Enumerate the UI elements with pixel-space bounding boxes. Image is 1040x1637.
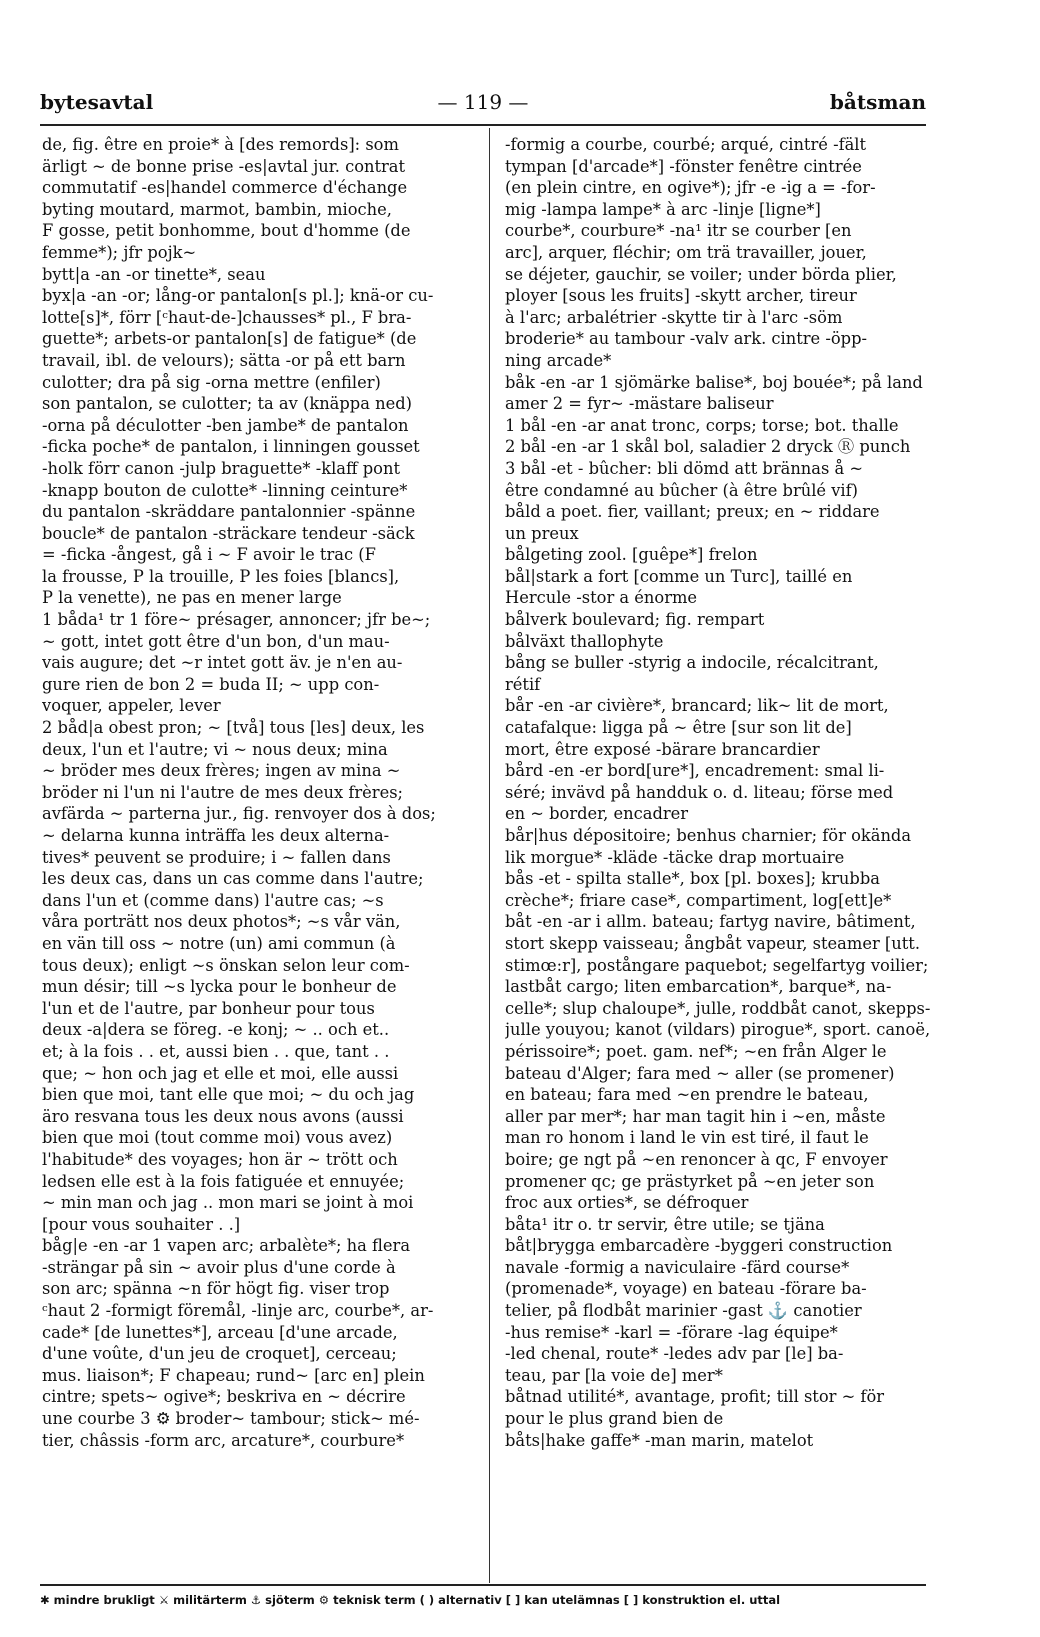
dictionary-line: ~ gott, intet gott être d'un bon, d'un mau- [42,631,390,651]
dictionary-line: son pantalon, se culotter; ta av (knäppa ned) [42,394,413,414]
dictionary-line: bålgeting zool. [guêpe*] frelon [505,545,758,565]
dictionary-line: stimœ:r], postångare paquebot; segelfartyg voilier; [505,955,929,975]
dictionary-line: cade* [de lunettes*], arceau [d'une arcade, [42,1322,398,1342]
dictionary-line: bien que moi, tant elle que moi; ~ du och jag [42,1085,415,1105]
dictionary-line: bår -en -ar civière*, brancard; lik~ lit de mort, [505,696,889,716]
dictionary-line: boucle* de pantalon -sträckare tendeur -säck [42,523,415,543]
dictionary-line: que; ~ hon och jag et elle et moi, elle aussi [42,1063,399,1083]
dictionary-line: en ~ border, encadrer [505,804,689,824]
dictionary-line: à l'arc; arbalétrier -skytte tir à l'arc -söm [505,307,843,327]
dictionary-line: la frousse, P la trouille, P les foies [blancs], [42,566,400,586]
dictionary-line: -strängar på sin ~ avoir plus d'une corde à [42,1257,396,1277]
dictionary-line: être condamné au bûcher (à être brûlé vif) [505,480,859,500]
dictionary-line: et; à la fois . . et, aussi bien . . que, tant . . [42,1041,390,1061]
dictionary-line: tympan [d'arcade*] -fönster fenêtre cintrée [505,156,862,176]
dictionary-line: (promenade*, voyage) en bateau -förare ba- [505,1279,867,1299]
dictionary-line: F gosse, petit bonhomme, bout d'homme (de [42,221,411,241]
dictionary-line: -ficka poche* de pantalon, i linningen gousset [42,437,420,457]
dictionary-line: rétif [505,674,541,694]
header-rule [40,124,926,126]
dictionary-line: broderie* au tambour -valv ark. cintre -öpp- [505,329,868,349]
dictionary-line: en bateau; fara med ~en prendre le bateau, [505,1085,869,1105]
dictionary-line: un preux [505,523,579,543]
dictionary-line: de, fig. être en proie* à [des remords]: som [42,135,399,154]
dictionary-line: mun désir; till ~s lycka pour le bonheur de [42,977,397,997]
dictionary-line: pour le plus grand bien de [505,1409,724,1429]
dictionary-line: bröder ni l'un ni l'autre de mes deux frères; [42,782,404,802]
dictionary-line: commutatif -es|handel commerce d'échange [42,178,408,198]
dictionary-line: båld a poet. fier, vaillant; preux; en ~ riddare [505,502,880,522]
dictionary-line: mig -lampa lampe* à arc -linje [ligne*] [505,199,821,219]
dictionary-line: celle*; slup chaloupe*, julle, roddbåt canot, skepps- [505,998,931,1018]
dictionary-line: ning arcade* [505,350,612,370]
dictionary-line: deux, l'un et l'autre; vi ~ nous deux; mina [42,739,388,759]
dictionary-line: bålväxt thallophyte [505,631,664,651]
dictionary-line: bien que moi (tout comme moi) vous avez) [42,1128,393,1148]
dictionary-line: arc], arquer, fléchir; om trä travailler, jouer, [505,242,867,262]
dictionary-line: vais augure; det ~r intet gott äv. je n'en au- [42,653,403,673]
dictionary-line: bålverk boulevard; fig. rempart [505,610,765,630]
page-header [40,90,926,122]
dictionary-line: båk -en -ar 1 sjömärke balise*, boj bouée*; på land [505,372,923,392]
dictionary-line: l'un et de l'autre, par bonheur pour tous [42,998,375,1018]
dictionary-line: äro resvana tous les deux nous avons (aussi [42,1106,404,1126]
dictionary-line: cintre; spets~ ogive*; beskriva en ~ décrire [42,1387,406,1407]
dictionary-line: amer 2 = fyr~ -mästare baliseur [505,394,774,414]
dictionary-line: ᶜhaut 2 -formigt föremål, -linje arc, courbe*, ar- [42,1301,434,1321]
dictionary-line: guette*; arbets-or pantalon[s] de fatigue* (de [42,329,417,349]
left-running-headword: bytesavtal [40,90,154,114]
dictionary-line: -knapp bouton de culotte* -linning ceinture* [42,480,408,500]
dictionary-line: lastbåt cargo; liten embarcation*, barque*, na- [505,977,892,997]
dictionary-line: lik morgue* -kläde -täcke drap mortuaire [505,847,845,867]
dictionary-line: -formig a courbe, courbé; arqué, cintré -fält [505,135,867,154]
dictionary-line: våra porträtt nos deux photos*; ~s vår vän, [42,912,401,932]
dictionary-line: ployer [sous les fruits] -skytt archer, tireur [505,286,857,306]
dictionary-line: man ro honom i land le vin est tiré, il faut le [505,1128,869,1148]
dictionary-line: courbe*, courbure* -na¹ itr se courber [en [505,221,852,241]
dictionary-line: -orna på déculotter -ben jambe* de pantalon [42,415,409,435]
dictionary-line: voquer, appeler, lever [42,696,221,716]
dictionary-line: -led chenal, route* -ledes adv par [le] ba- [505,1344,844,1364]
dictionary-line: teau, par [la voie de] mer* [505,1365,723,1385]
dictionary-line: mort, être exposé -bärare brancardier [505,739,820,759]
dictionary-line: 1 båda¹ tr 1 förе~ présager, annoncer; jfr be~; [42,610,431,630]
dictionary-line: crèche*; friare case*, compartiment, log[ett]e* [505,890,892,910]
dictionary-line: tous deux); enligt ~s önskan selon leur com- [42,955,410,975]
dictionary-line: avfärda ~ parterna jur., fig. renvoyer dos à dos; [42,804,436,824]
dictionary-line: périssoire*; poet. gam. nef*; ~en från Alger le [505,1041,887,1061]
dictionary-line: bård -en -er bord[ure*], encadrement: smal li- [505,761,885,781]
dictionary-line: P la venette), ne pas en mener large [42,588,342,608]
dictionary-line: catafalque: ligga på ~ être [sur son lit de] [505,718,852,738]
column-divider [489,128,490,1583]
dictionary-line: d'une voûte, d'un jeu de croquet], cerceau; [42,1344,397,1364]
dictionary-line: froc aux orties*, se défroquer [505,1193,749,1213]
dictionary-line: une courbe 3 ⚙ broder~ tambour; stick~ mé- [42,1409,420,1429]
footer-rule [40,1584,926,1586]
dictionary-line: l'habitude* des voyages; hon är ~ trött och [42,1149,398,1169]
dictionary-line: navale -formig a naviculaire -färd course* [505,1257,850,1277]
dictionary-line: stort skepp vaisseau; ångbåt vapeur, steamer [utt. [505,933,921,953]
dictionary-line: ledsen elle est à la fois fatiguée et ennuyée; [42,1171,405,1191]
dictionary-line: telier, på flodbåt marinier -gast ⚓ canotier [505,1301,862,1321]
dictionary-line: båg|e -en -ar 1 vapen arc; arbalète*; ha flera [42,1236,411,1256]
dictionary-line: son arc; spänna ~n för högt fig. viser trop [42,1279,390,1299]
dictionary-line: lotte[s]*, förr [ᶜhaut-de-]chausses* pl., F bra- [42,307,412,327]
dictionary-line: bår|hus dépositoire; benhus charnier; för okända [505,826,912,845]
dictionary-line: Hercule -stor a énorme [505,588,698,608]
dictionary-line: du pantalon -skräddare pantalonnier -spänne [42,502,416,522]
dictionary-line: 2 båd|a obest pron; ~ [två] tous [les] deux, les [42,718,425,738]
dictionary-line: ~ min man och jag .. mon mari se joint à moi [42,1193,414,1213]
dictionary-line: båta¹ itr o. tr servir, être utile; se tjäna [505,1214,825,1234]
dictionary-line: tives* peuvent se produire; i ~ fallen dans [42,847,391,867]
dictionary-line: (en plein cintre, en ogive*); jfr -e -ig a = -for- [505,178,876,198]
page-number: — 119 — [437,90,529,114]
dictionary-line: culotter; dra på sig -orna mettre (enfiler) [42,372,381,392]
dictionary-line: boire; ge ngt på ~en renoncer à qc, F envoyer [505,1149,888,1169]
dictionary-line: bytt|a -an -or tinette*, seau [42,264,266,284]
right-running-headword: båtsman [829,90,926,114]
left-column [42,134,474,1574]
dictionary-line: bås -et - spilta stalle*, box [pl. boxes]; krubba [505,869,880,889]
dictionary-line: 3 bål -et - bûcher: bli dömd att brännas å ~ [505,458,864,478]
dictionary-line: byx|a -an -or; lång-or pantalon[s pl.]; knä-or cu- [42,286,434,306]
dictionary-line: 1 bål -en -ar anat tronc, corps; torse; bot. thalle [505,415,899,435]
dictionary-line: byting moutard, marmot, bambin, mioche, [42,199,392,219]
dictionary-line: femme*); jfr pojk~ [42,242,197,262]
dictionary-line: travail, ibl. de velours); sätta -or på ett barn [42,350,406,370]
right-column [505,134,931,1574]
dictionary-line: båt -en -ar i allm. bateau; fartyg navire, bâtiment, [505,912,916,932]
dictionary-line: aller par mer*; har man tagit hin i ~en, måste [505,1106,886,1126]
dictionary-line: = -ficka -ångest, gå i ~ F avoir le trac (F [42,545,376,565]
dictionary-line: dans l'un et (comme dans) l'autre cas; ~s [42,890,384,910]
abbreviation-legend: ✱ mindre brukligt ⚔ militärterm ⚓ sjöterm ⚙ teknisk term ( ) alternativ [ ] kan utelämnas [ ] konstruktion el. uttal [40,1593,781,1607]
dictionary-line: promener qc; ge prästyrket på ~en jeter son [505,1171,875,1191]
dictionary-line: bateau d'Alger; fara med ~ aller (se promener) [505,1063,895,1083]
dictionary-line: en vän till oss ~ notre (un) ami commun (à [42,933,396,953]
dictionary-line: 2 bål -en -ar 1 skål bol, saladier 2 dryck Ⓡ punch [505,437,911,457]
dictionary-line: les deux cas, dans un cas comme dans l'autre; [42,869,424,889]
dictionary-line: [pour vous souhaiter . .] [42,1214,241,1234]
dictionary-line: gure rien de bon 2 = buda II; ~ upp con- [42,674,380,694]
dictionary-line: deux -a|dera se föreg. -e konj; ~ .. och et.. [42,1020,390,1040]
dictionary-line: -hus remise* -karl = -förare -lag équipe* [505,1322,838,1342]
dictionary-line: tier, châssis -form arc, arcature*, courbure* [42,1430,405,1450]
dictionary-line: ~ delarna kunna inträffa les deux alterna- [42,826,390,845]
dictionary-line: bång se buller -styrig a indocile, récalcitrant, [505,653,879,673]
dictionary-line: se déjeter, gauchir, se voiler; under börda plier, [505,264,897,284]
dictionary-line: ärligt ~ de bonne prise -es|avtal jur. contrat [42,156,406,176]
dictionary-line: båt|brygga embarcadère -byggeri construction [505,1236,893,1256]
dictionary-line: julle youyou; kanot (vildars) pirogue*, sport. canoë, [505,1020,931,1040]
dictionary-line: -holk förr canon -julp braguette* -klaff pont [42,458,400,478]
dictionary-line: båts|hake gaffe* -man marin, matelot [505,1430,814,1450]
dictionary-line: mus. liaison*; F chapeau; rund~ [arc en] plein [42,1365,425,1385]
dictionary-line: séré; invävd på handduk o. d. liteau; förse med [505,782,894,802]
dictionary-line: bål|stark a fort [comme un Turc], taillé en [505,566,853,586]
dictionary-line: båtnad utilité*, avantage, profit; till stor ~ för [505,1387,885,1407]
dictionary-line: ~ bröder mes deux frères; ingen av mina ~ [42,761,401,781]
